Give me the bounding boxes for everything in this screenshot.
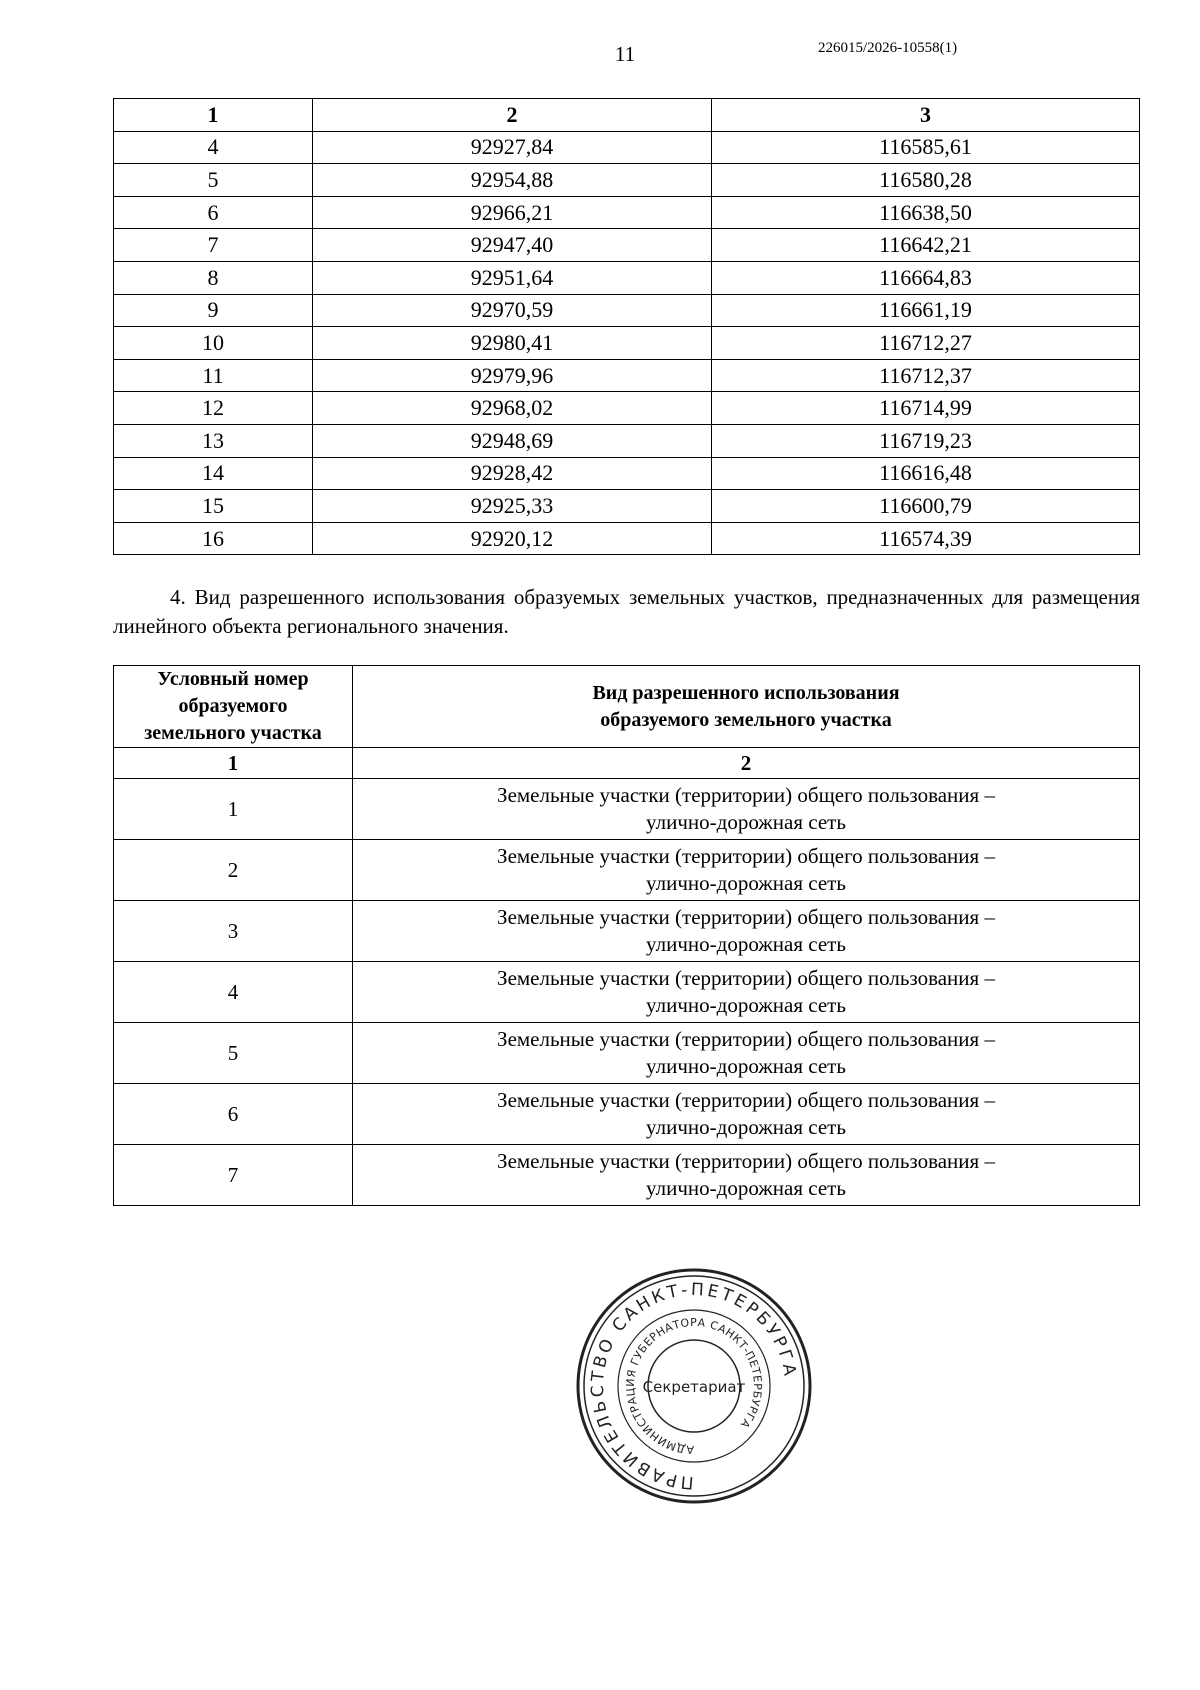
point-number-cell: 10 (114, 327, 313, 360)
coordinates-row (114, 164, 1140, 197)
column-number: 1 (114, 748, 353, 779)
permitted-use-line: улично-дорожная сеть (646, 993, 846, 1017)
x-coordinate-cell: 92954,88 (313, 164, 712, 197)
permitted-use-cell (353, 1145, 1140, 1206)
document-id: 226015/2026-10558(1) (818, 40, 958, 56)
x-coordinate-cell: 92970,59 (313, 294, 712, 327)
plot-number-cell: 3 (114, 901, 353, 962)
coordinates-row (114, 490, 1140, 523)
coordinates-row (114, 294, 1140, 327)
permitted-use-line: улично-дорожная сеть (646, 871, 846, 895)
y-coordinate-cell: 116600,79 (712, 490, 1140, 523)
coordinates-row (114, 261, 1140, 294)
y-coordinate-cell: 116664,83 (712, 261, 1140, 294)
permitted-use-line: Земельные участки (территории) общего пользования – (497, 905, 995, 929)
plot-number-cell: 5 (114, 1023, 353, 1084)
coordinates-column-header: 3 (712, 99, 1140, 132)
permitted-use-line: Земельные участки (территории) общего пользования – (497, 783, 995, 807)
x-coordinate-cell: 92947,40 (313, 229, 712, 262)
coordinates-row (114, 424, 1140, 457)
permitted-use-line: Земельные участки (территории) общего пользования – (497, 1149, 995, 1173)
coordinates-row (114, 359, 1140, 392)
point-number-cell: 16 (114, 522, 313, 555)
header-line: Вид разрешенного использования (592, 681, 900, 704)
land-use-row (114, 1145, 1140, 1206)
permitted-use-header (353, 666, 1140, 748)
x-coordinate-cell: 92951,64 (313, 261, 712, 294)
coordinates-row (114, 392, 1140, 425)
coordinates-row (114, 457, 1140, 490)
plot-number-cell: 4 (114, 962, 353, 1023)
land-use-row (114, 779, 1140, 840)
x-coordinate-cell: 92927,84 (313, 131, 712, 164)
plot-number-cell: 1 (114, 779, 353, 840)
point-number-cell: 11 (114, 359, 313, 392)
x-coordinate-cell: 92928,42 (313, 457, 712, 490)
land-use-header-row (114, 666, 1140, 748)
y-coordinate-cell: 116661,19 (712, 294, 1140, 327)
coordinates-row (114, 522, 1140, 555)
point-number-cell: 8 (114, 261, 313, 294)
y-coordinate-cell: 116638,50 (712, 196, 1140, 229)
seal-outer-text: ПРАВИТЕЛЬСТВО САНКТ-ПЕТЕРБУРГА (587, 1279, 800, 1493)
point-number-cell: 14 (114, 457, 313, 490)
land-use-row (114, 1084, 1140, 1145)
x-coordinate-cell: 92925,33 (313, 490, 712, 523)
x-coordinate-cell: 92979,96 (313, 359, 712, 392)
coordinates-row (114, 196, 1140, 229)
plot-number-cell: 7 (114, 1145, 353, 1206)
official-seal (574, 1266, 814, 1506)
point-number-cell: 7 (114, 229, 313, 262)
page-number: 11 (614, 42, 636, 66)
y-coordinate-cell: 116712,37 (712, 359, 1140, 392)
x-coordinate-cell: 92920,12 (313, 522, 712, 555)
permitted-use-cell (353, 840, 1140, 901)
permitted-use-line: Земельные участки (территории) общего пользования – (497, 1088, 995, 1112)
plot-number-cell: 6 (114, 1084, 353, 1145)
permitted-use-cell (353, 901, 1140, 962)
coordinates-row (114, 131, 1140, 164)
header-line: образуемого земельного участка (600, 708, 892, 731)
land-use-row (114, 962, 1140, 1023)
x-coordinate-cell: 92980,41 (313, 327, 712, 360)
permitted-use-line: улично-дорожная сеть (646, 1054, 846, 1078)
y-coordinate-cell: 116580,28 (712, 164, 1140, 197)
header-line: образуемого (178, 695, 288, 717)
x-coordinate-cell: 92948,69 (313, 424, 712, 457)
coordinates-header-row (114, 99, 1140, 132)
seal-inner-text: АДМИНИСТРАЦИЯ ГУБЕРНАТОРА САНКТ-ПЕТЕРБУРГА (623, 1315, 765, 1457)
header-line: Условный номер (157, 668, 309, 690)
y-coordinate-cell: 116616,48 (712, 457, 1140, 490)
land-use-table (113, 665, 1140, 1206)
seal-center-text: Секретариат (642, 1378, 746, 1396)
y-coordinate-cell: 116585,61 (712, 131, 1140, 164)
coordinates-row (114, 327, 1140, 360)
permitted-use-cell (353, 779, 1140, 840)
coordinates-column-header: 2 (313, 99, 712, 132)
y-coordinate-cell: 116712,27 (712, 327, 1140, 360)
coordinates-row (114, 229, 1140, 262)
y-coordinate-cell: 116642,21 (712, 229, 1140, 262)
point-number-cell: 6 (114, 196, 313, 229)
permitted-use-line: улично-дорожная сеть (646, 1115, 846, 1139)
x-coordinate-cell: 92968,02 (313, 392, 712, 425)
section-4-paragraph: 4. Вид разрешенного использования образуемых земельных участков, предназначенных для размещения линейного объекта регионального значения. (113, 585, 1140, 638)
header-line: земельного участка (144, 722, 322, 744)
permitted-use-cell (353, 1023, 1140, 1084)
permitted-use-line: улично-дорожная сеть (646, 810, 846, 834)
y-coordinate-cell: 116719,23 (712, 424, 1140, 457)
permitted-use-line: Земельные участки (территории) общего пользования – (497, 844, 995, 868)
point-number-cell: 13 (114, 424, 313, 457)
coordinates-table (113, 98, 1140, 555)
permitted-use-line: Земельные участки (территории) общего пользования – (497, 966, 995, 990)
y-coordinate-cell: 116714,99 (712, 392, 1140, 425)
point-number-cell: 9 (114, 294, 313, 327)
x-coordinate-cell: 92966,21 (313, 196, 712, 229)
point-number-cell: 4 (114, 131, 313, 164)
permitted-use-cell (353, 1084, 1140, 1145)
point-number-cell: 12 (114, 392, 313, 425)
permitted-use-line: улично-дорожная сеть (646, 1176, 846, 1200)
permitted-use-cell (353, 962, 1140, 1023)
coordinates-column-header: 1 (114, 99, 313, 132)
y-coordinate-cell: 116574,39 (712, 522, 1140, 555)
land-use-column-number-row (114, 748, 1140, 779)
land-use-row (114, 901, 1140, 962)
point-number-cell: 5 (114, 164, 313, 197)
permitted-use-line: Земельные участки (территории) общего пользования – (497, 1027, 995, 1051)
permitted-use-line: улично-дорожная сеть (646, 932, 846, 956)
plot-number-header (114, 666, 353, 748)
point-number-cell: 15 (114, 490, 313, 523)
land-use-row (114, 1023, 1140, 1084)
plot-number-cell: 2 (114, 840, 353, 901)
land-use-row (114, 840, 1140, 901)
column-number: 2 (353, 748, 1140, 779)
